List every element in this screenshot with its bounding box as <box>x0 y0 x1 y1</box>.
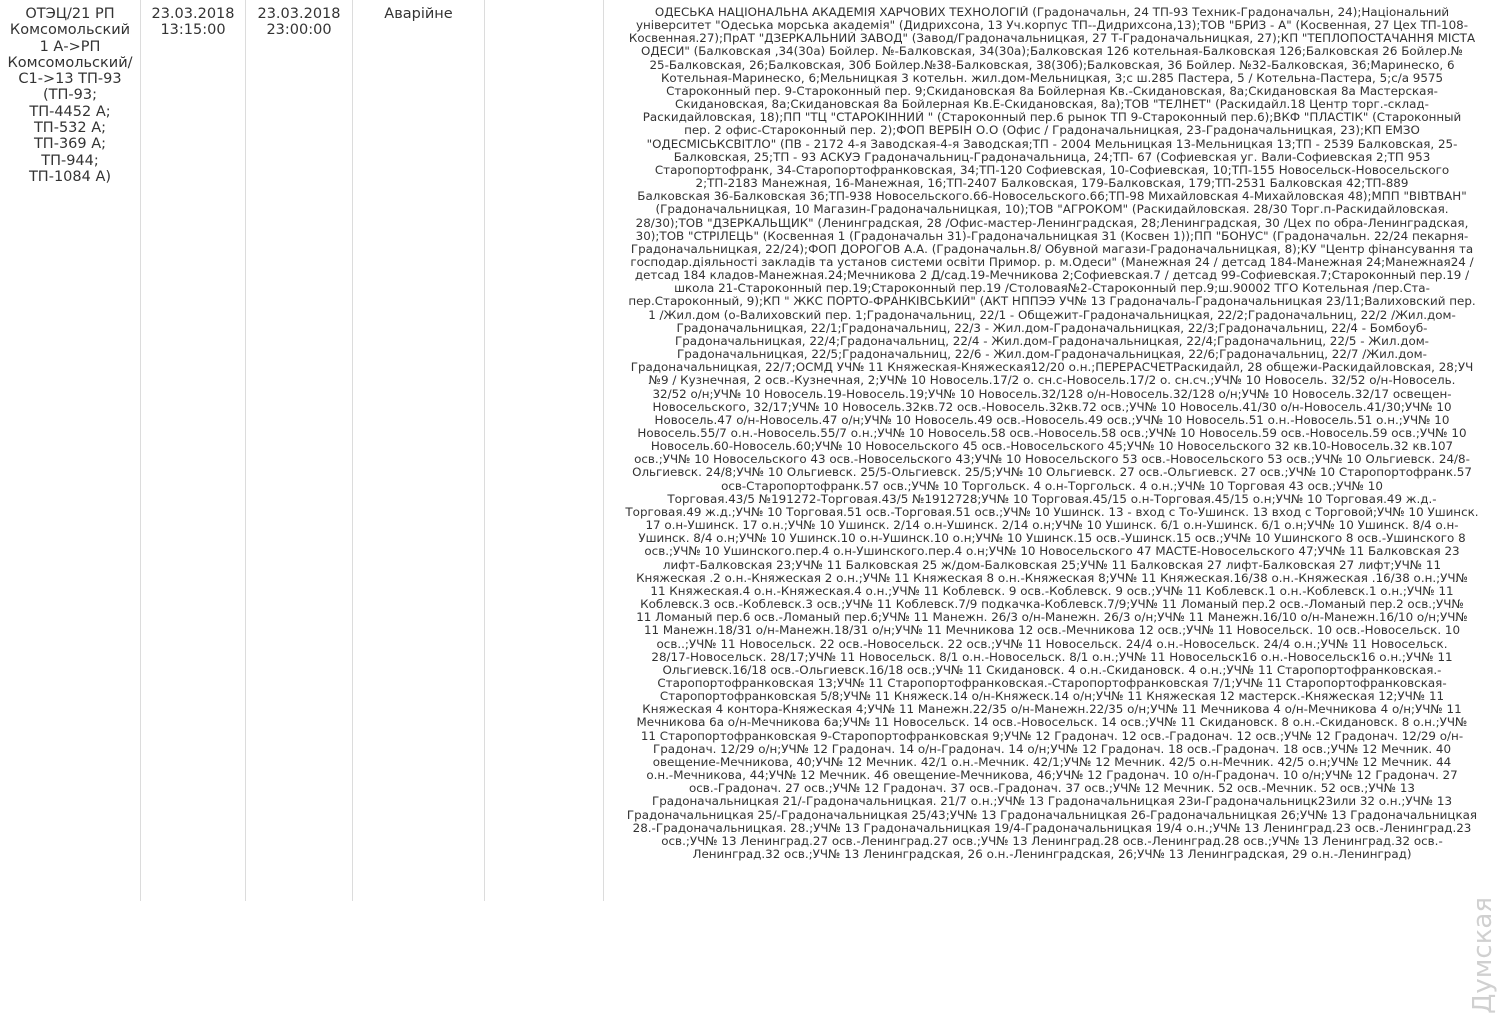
address-line: 30);ТОВ "СТРІЛЕЦЬ" (Косвенная 1 (Градоначальн 31)-Градоначальницкая 31 (Косвен 1));ПП "БОНУС" (Градоначальн. 22/24 пекарня- <box>616 230 1488 243</box>
address-line: осв.;УЧ№ 13 Ленинград.27 осв.-Ленинград.27 осв.;УЧ№ 13 Ленинград.28 осв.-Ленинград.28 осв.;УЧ№ 13 Ленинград.32 осв.- <box>616 835 1488 848</box>
address-line: 25-Балковская, 26;Балковская, 30б Бойлер.№38-Балковская, 38(30б);Балковская, 36 Бойлер. №32-Балковская, 36;Маринеско, 6 <box>616 59 1488 72</box>
address-line: Градоначальницкая 25/-Градоначальницкая 25/43;УЧ№ 13 Градоначальницкая 26-Градоначальницкая 26;УЧ№ 13 Градоначальницкая <box>616 809 1488 822</box>
address-line: осв..;УЧ№ 11 Новосельск. 22 осв.-Новосельск. 22 осв.;УЧ№ 11 Новосельск. 24/4 о.н.-Новосельск. 24/4 о.н.;УЧ№ 11 Новосельск. <box>616 638 1488 651</box>
addresses-cell <box>604 0 1500 901</box>
address-line: Староконный пер. 9-Староконный пер. 9;Скидановская 8а Бойлерная Кв.-Скидановская, 8а;Скидановская 8а Мастерская- <box>616 85 1488 98</box>
address-line: школа 21-Староконный пер.19;Староконный пер.19 /Столовая№2-Староконный пер.9;ш.90002 ТГО Котельная /пер.Ста- <box>616 282 1488 295</box>
address-line: осв.;УЧ№ 10 Ушинского.пер.4 о.н-Ушинского.пер.4 о.н;УЧ№ 10 Новосельского 47 МАСТЕ-Новосельского 47;УЧ№ 11 Балковская 23 <box>616 545 1488 558</box>
address-line: 2;ТП-2183 Манежная, 16-Манежная, 16;ТП-2407 Балковская, 179-Балковская, 179;ТП-2531 Балковская 42;ТП-889 <box>616 177 1488 190</box>
address-line: 28/17-Новосельск. 28/17;УЧ№ 11 Новосельск. 8/1 о.н.-Новосельск. 8/1 о.н.;УЧ№ 11 Новосельск16 о.н.-Новосельск16 о.н.;УЧ№ 11 <box>616 651 1488 664</box>
address-line: осв.-Градонач. 27 осв.;УЧ№ 12 Градонач. 37 осв.-Градонач. 37 осв.;УЧ№ 12 Мечник. 52 осв.-Мечник. 52 осв.;УЧ№ 13 <box>616 782 1488 795</box>
address-line: Новосель.47 о/н-Новосель.47 о/н;УЧ№ 10 Новосель.49 осв.-Новосель.49 осв.;УЧ№ 10 Новосель.51 о.н.-Новосель.51 о.н.;УЧ№ 10 <box>616 414 1488 427</box>
address-line: о.н.-Мечникова, 44;УЧ№ 12 Мечник. 46 овещение-Мечникова, 46;УЧ№ 12 Градонач. 10 о/н-Градонач. 10 о/н;УЧ№ 12 Градонач. 27 <box>616 769 1488 782</box>
address-line: Балковская, 25;ТП - 93 АСКУЭ Градоначальниц-Градоначальница, 24;ТП- 67 (Софиевская уг. Вали-Софиевская 2;ТП 953 <box>616 151 1488 164</box>
address-line: осв-Старопортофранк.57 осв.;УЧ№ 10 Торгольск. 4 о.н-Торгольск. 4 о.н.;УЧ№ 10 Торговая 43 осв.;УЧ№ 10 <box>616 480 1488 493</box>
address-line: Скидановская, 8а;Скидановская 8а Бойлерная Кв.Е-Скидановская, 8а);ТОВ "ТЕЛНЕТ" (Раскидайл.18 Центр торг.-склад- <box>616 98 1488 111</box>
start-time: 13:15:00 <box>141 22 245 38</box>
address-line: 17 о.н-Ушинск. 17 о.н.;УЧ№ 10 Ушинск. 2/14 о.н-Ушинск. 2/14 о.н;УЧ№ 10 Ушинск. 6/1 о.н-Ушинск. 6/1 о.н;УЧ№ 10 Ушинск. 8/4 о.н- <box>616 519 1488 532</box>
start-cell <box>141 0 246 901</box>
address-line: 28/30);ТОВ "ДЗЕРКАЛЬЩИК" (Ленинградская, 28 /Офис-мастер-Ленинградская, 28;Ленинградская, 30 /Цех по обра-Ленинградская, <box>616 217 1488 230</box>
address-line: Балковская 36-Балковская 36;ТП-938 Новосельского.66-Новосельского.66;ТП-98 Михайловская 4-Михайловская 48);МПП "ВІВТВАН" <box>616 190 1488 203</box>
address-line: №9 / Кузнечная, 2 осв.-Кузнечная, 2;УЧ№ 10 Новосель.17/2 о. сн.с-Новосель.17/2 о. сн.сч.;УЧ№ 10 Новосель. 32/52 о/н-Новосель. <box>616 374 1488 387</box>
address-line: Косвенная.27);ПрАТ "ДЗЕРКАЛЬНИЙ ЗАВОД" (Завод/Градоначальницкая, 27 Т-Градоначальницкая, 27);КП "ТЕПЛОПОСТАЧАННЯ МІСТА <box>616 32 1488 45</box>
start-date: 23.03.2018 <box>141 6 245 22</box>
address-line: Градоначальницкая, 22/7;ОСМД УЧ№ 11 Княжеская-Княжеская12/20 о.н.;ПЕРЕРАСЧЕТРаскидайл, 28 общежи-Раскидайловская, 28;УЧ <box>616 361 1488 374</box>
address-line: Новосель.55/7 о.н.-Новосель.55/7 о.н.;УЧ№ 10 Новосель.58 осв.-Новосель.58 осв.;УЧ№ 10 Новосель.59 осв.-Новосель.59 осв.;УЧ№ 10 <box>616 427 1488 440</box>
address-line: ОДЕСЬКА НАЦІОНАЛЬНА АКАДЕМІЯ ХАРЧОВИХ ТЕХНОЛОГІЙ (Градоначальн, 24 ТП-93 Техник-Градоначальн, 24);Національний <box>616 6 1488 19</box>
address-line: Княжеская 4 контора-Княжеская 4;УЧ№ 11 Манежн.22/35 о/н-Манежн.22/35 о/н;УЧ№ 11 Мечникова 4 о/н-Мечникова 4 о/н;УЧ№ 11 <box>616 703 1488 716</box>
address-line: Торговая.49 ж.д.;УЧ№ 10 Торговая.51 осв.-Торговая.51 осв.;УЧ№ 10 Ушинск. 13 - вход с То-Ушинск. 13 вход с Торговой;УЧ№ 10 Ушинск. <box>616 506 1488 519</box>
address-line: Градонач. 12/29 о/н;УЧ№ 12 Градонач. 14 о/н-Градонач. 14 о/н;УЧ№ 12 Градонач. 18 осв.-Градонач. 18 осв.;УЧ№ 12 Мечник. 40 <box>616 743 1488 756</box>
address-line: осв.;УЧ№ 10 Новосельского 43 осв.-Новосельского 43;УЧ№ 10 Новосельского 53 осв.-Новосельского 53 осв.;УЧ№ 10 Ольгиевск. 24/8- <box>616 453 1488 466</box>
address-line: Старопортофранковская 5/8;УЧ№ 11 Княжеск.14 о/н-Княжеск.14 о/н;УЧ№ 11 Княжеская 12 мастерск.-Княжеская 12;УЧ№ 11 <box>616 690 1488 703</box>
address-line: Старопортофранк, 34-Старопортофранковская, 34;ТП-120 Софиевская, 10-Софиевская, 10;ТП-155 Новосельск-Новосельского <box>616 164 1488 177</box>
address-line: господар.діяльності закладів та установ системи освіти Примор. р. м.Одеси" (Манежная 24 / детсад 184-Манежная 24;Манежная24 / <box>616 256 1488 269</box>
feeder-line: (ТП-93; <box>0 87 140 103</box>
address-line: ОДЕСИ" (Балковская ,34(30а) Бойлер. №-Балковская, 34(30а);Балковская 126 котельная-Балковская 126;Балковская 26 Бойлер.№ <box>616 45 1488 58</box>
address-line: пер.Староконный, 9);КП " ЖКС ПОРТО-ФРАНКІВСЬКИЙ" (АКТ НППЭЭ УЧ№ 13 Градоначаль-Градоначальницкая 23/11;Валиховский пер. <box>616 295 1488 308</box>
feeder-line: ТП-944; <box>0 153 140 169</box>
address-line: Раскидайловская, 18);ПП "ТЦ "СТАРОКІННИЙ " (Староконный пер.6 рынок ТП 9-Староконный пер.6);ВКФ "ПЛАСТІК" (Староконный <box>616 111 1488 124</box>
address-line: овещение-Мечникова, 40;УЧ№ 12 Мечник. 42/1 о.н.-Мечник. 42/1;УЧ№ 12 Мечник. 42/5 о.н-Мечник. 42/5 о.н;УЧ№ 12 Мечник. 44 <box>616 756 1488 769</box>
feeder-line: ТП-1084 А) <box>0 169 140 185</box>
watermark: Думская <box>1468 897 1498 1014</box>
address-line: Градоначальницкая, 22/24);ФОП ДОРОГОВ А.А. (Градоначальн.8/ Обувной магази-Градоначальницкая, 8);КУ "Центр фінансування та <box>616 243 1488 256</box>
feeder-line: ТП-532 А; <box>0 120 140 136</box>
address-line: Ольгиевск. 24/8;УЧ№ 10 Ольгиевск. 25/5-Ольгиевск. 25/5;УЧ№ 10 Ольгиевск. 27 осв.-Ольгиевск. 27 осв.;УЧ№ 10 Старопортофранк.57 <box>616 466 1488 479</box>
address-line: Градоначальницкая 21/-Градоначальницкая. 21/7 о.н.;УЧ№ 13 Градоначальницкая 23и-Градоначальницк23или 32 о.н.;УЧ№ 13 <box>616 795 1488 808</box>
feeder-line: ТП-369 А; <box>0 136 140 152</box>
address-line: детсад 184 кладов-Манежная.24;Мечникова 2 Д/сад.19-Мечникова 2;Софиевская.7 / детсад 99-Софиевская.7;Староконный пер.19 / <box>616 269 1488 282</box>
address-line: Градоначальницкая, 22/1;Градоначальниц, 22/3 - Жил.дом-Градоначальницкая, 22/3;Градоначальниц, 22/4 - Бомбоуб- <box>616 322 1488 335</box>
outage-type: Аварійне <box>353 6 484 22</box>
address-line: Котельная-Маринеско, 6;Мельницкая 3 котельн. жил.дом-Мельницкая, 3;с ш.285 Пастера, 5 / Котельна-Пастера, 5;с/а 9575 <box>616 72 1488 85</box>
address-line: Княжеская .2 о.н.-Княжеская 2 о.н.;УЧ№ 11 Княжеская 8 о.н.-Княжеская 8;УЧ№ 11 Княжеская.16/38 о.н.-Княжеская .16/38 о.н.;УЧ№ <box>616 572 1488 585</box>
address-line: Мечникова 6а о/н-Мечникова 6а;УЧ№ 11 Новосельск. 14 осв.-Новосельск. 14 осв.;УЧ№ 11 Скидановск. 8 о.н.-Скидановск. 8 о.н.;УЧ№ <box>616 716 1488 729</box>
feeder-line: С1->13 ТП-93 <box>0 71 140 87</box>
address-line: Новосель.60-Новосель.60;УЧ№ 10 Новосельского 45 осв.-Новосельского 45;УЧ№ 10 Новосельского 32 кв.10-Новосель.32 кв.107 <box>616 440 1488 453</box>
address-line: Градоначальницкая, 22/4;Градоначальниц, 22/4 - Жил.дом-Градоначальницкая, 22/4;Градоначальниц, 22/5 - Жил.дом- <box>616 335 1488 348</box>
address-line: Ольгиевск.16/18 осв.-Ольгиевск.16/18 осв.;УЧ№ 11 Скидановск. 4 о.н.-Скидановск. 4 о.н.;УЧ№ 11 Старопортофранковская.- <box>616 664 1488 677</box>
address-line: Градоначальницкая, 22/5;Градоначальниц, 22/6 - Жил.дом-Градоначальницкая, 22/6;Градоначальниц, 22/7 /Жил.дом- <box>616 348 1488 361</box>
address-line: 32/52 о/н;УЧ№ 10 Новосель.19-Новосель.19;УЧ№ 10 Новосель.32/128 о/н-Новосель.32/128 о/н;УЧ№ 10 Новосель.32/17 освещен- <box>616 388 1488 401</box>
end-date: 23.03.2018 <box>246 6 352 22</box>
address-line: Старопортофранковская 13;УЧ№ 11 Старопортофранковская.-Старопортофранковская 7/1;УЧ№ 11 Старопортофранковская- <box>616 677 1488 690</box>
address-line: 28.-Градоначальницкая. 28.;УЧ№ 13 Градоначальницкая 19/4-Градоначальницкая 19/4 о.н.;УЧ№ 13 Ленинград.23 осв.-Ленинград.23 <box>616 822 1488 835</box>
feeder-line: ТП-4452 А; <box>0 104 140 120</box>
address-line: Новосельского, 32/17;УЧ№ 10 Новосель.32кв.72 осв.-Новосель.32кв.72 осв.;УЧ№ 10 Новосель.41/30 о/н-Новосель.41/30;УЧ№ 10 <box>616 401 1488 414</box>
address-line: Ушинск. 8/4 о.н;УЧ№ 10 Ушинск.10 о.н-Ушинск.10 о.н;УЧ№ 10 Ушинск.15 осв.-Ушинск.15 осв.;УЧ№ 10 Ушинского 8 осв.-Ушинского 8 <box>616 532 1488 545</box>
feeder-line: Комсомольский <box>0 22 140 38</box>
address-line: Коблевск.3 осв.-Коблевск.3 осв.;УЧ№ 11 Коблевск.7/9 подкачка-Коблевск.7/9;УЧ№ 11 Ломаный пер.2 осв.-Ломаный пер.2 осв.;УЧ№ <box>616 598 1488 611</box>
address-line: лифт-Балковская 23;УЧ№ 11 Балковская 25 ж/дом-Балковская 25;УЧ№ 11 Балковская 27 лифт-Балковская 27 лифт;УЧ№ 11 <box>616 559 1488 572</box>
feeder-line: 1 А->РП <box>0 39 140 55</box>
address-line: "ОДЕСМІСЬКСВІТЛО" (ПВ - 2172 4-я Заводская-4-я Заводская;ТП - 2004 Мельницкая 13-Мельницкая 13;ТП - 2539 Балковская, 25- <box>616 138 1488 151</box>
end-cell <box>246 0 353 901</box>
address-line: (Градоначальницкая, 10 Магазин-Градоначальницкая, 10);ТОВ "АГРОКОМ" (Раскидайловская. 28/30 Торг.п-Раскидайловская. <box>616 203 1488 216</box>
address-line: університет "Одеська морська академія" (Дидрихсона, 13 Уч.корпус ТП--Дидрихсона,13);ТОВ "БРИЗ - А" (Косвенная, 27 Цех ТП-108- <box>616 19 1488 32</box>
address-line: 11 Ломаный пер.6 осв.-Ломаный пер.6;УЧ№ 11 Манежн. 26/3 о/н-Манежн. 26/3 о/н;УЧ№ 11 Манежн.16/10 о/н-Манежн.16/10 о/н;УЧ№ <box>616 611 1488 624</box>
address-line: пер. 2 офис-Староконный пер. 2);ФОП ВЕРБІН О.О (Офис / Градоначальницкая, 23-Градоначальницкая, 23);КП ЕМЗО <box>616 124 1488 137</box>
address-line: Торговая.43/5 №191272-Торговая.43/5 №1912728;УЧ№ 10 Торговая.45/15 о.н-Торговая.45/15 о.н;УЧ№ 10 Торговая.49 ж.д.- <box>616 493 1488 506</box>
address-line: 1 /Жил.дом (о-Валиховский пер. 1;Градоначальниц, 22/1 - Общежит-Градоначальницкая, 22/2;Градоначальниц, 22/2 /Жил.дом- <box>616 309 1488 322</box>
feeder-line: ОТЭЦ/21 РП <box>0 6 140 22</box>
address-line: 11 Манежн.18/31 о/н-Манежн.18/31 о/н;УЧ№ 11 Мечникова 12 осв.-Мечникова 12 осв.;УЧ№ 11 Новосельск. 10 осв.-Новосельск. 10 <box>616 624 1488 637</box>
address-line: Ленинград.32 осв.;УЧ№ 13 Ленинградская, 26 о.н.-Ленинградская, 26;УЧ№ 13 Ленинградская, 29 о.н.-Ленинград) <box>616 848 1488 861</box>
type-cell <box>353 0 485 901</box>
end-time: 23:00:00 <box>246 22 352 38</box>
empty-cell <box>485 0 604 901</box>
feeder-line: Комсомольский/ <box>0 55 140 71</box>
address-line: 11 Старопортофранковская 9-Старопортофранковская 9;УЧ№ 12 Градонач. 12 осв.-Градонач. 12 осв.;УЧ№ 12 Градонач. 12/29 о/н- <box>616 730 1488 743</box>
feeder-cell <box>0 0 141 901</box>
address-line: 11 Княжеская.4 о.н.-Княжеская.4 о.н.;УЧ№ 11 Коблевск. 9 осв.-Коблевск. 9 осв.;УЧ№ 11 Коблевск.1 о.н.-Коблевск.1 о.н.;УЧ№ 11 <box>616 585 1488 598</box>
